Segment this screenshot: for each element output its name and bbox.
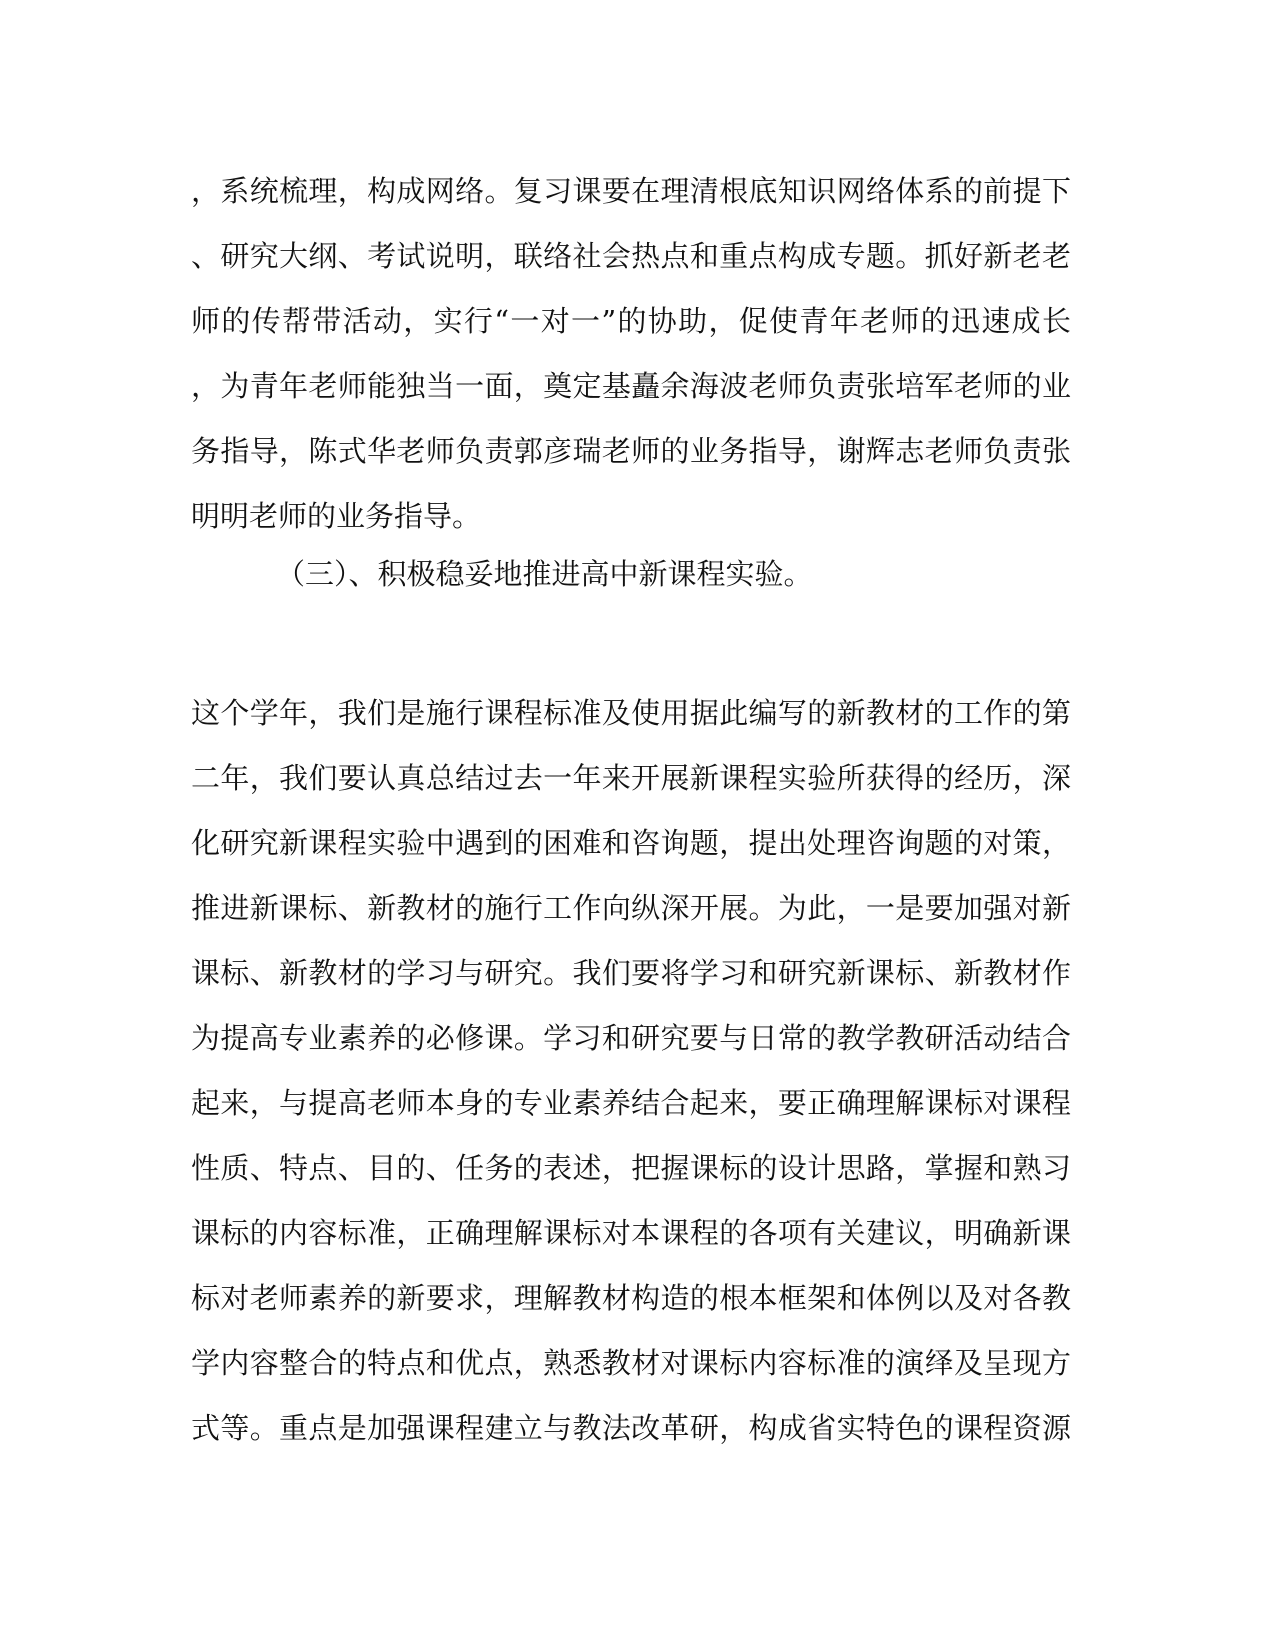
paragraph-2-line: 性质、特点、目的、任务的表述，把握课标的设计思路，掌握和熟习 — [191, 1151, 1071, 1185]
section-heading: （三）、积极稳妥地推进高中新课程实验。 — [276, 557, 813, 591]
paragraph-2-line: 化研究新课程实验中遇到的困难和咨询题，提出处理咨询题的对策， — [191, 826, 1071, 860]
paragraph-1-line: 明明老师的业务指导。 — [191, 499, 482, 533]
paragraph-1-line: ，为青年老师能独当一面，奠定基矗余海波老师负责张培军老师的业 — [191, 369, 1071, 403]
paragraph-2-line: 课标、新教材的学习与研究。我们要将学习和研究新课标、新教材作 — [191, 956, 1071, 990]
paragraph-2-line: 为提高专业素养的必修课。学习和研究要与日常的教学教研活动结合 — [191, 1021, 1071, 1055]
paragraph-2-line: 起来，与提高老师本身的专业素养结合起来，要正确理解课标对课程 — [191, 1086, 1071, 1120]
paragraph-1-line: 师的传帮带活动，实行“一对一”的协助，促使青年老师的迅速成长 — [191, 304, 1071, 338]
paragraph-2 — [191, 681, 1071, 1461]
paragraph-2-line: 课标的内容标准，正确理解课标对本课程的各项有关建议，明确新课 — [191, 1216, 1071, 1250]
paragraph-2-line: 学内容整合的特点和优点，熟悉教材对课标内容标准的演绎及呈现方 — [191, 1346, 1071, 1380]
paragraph-2-line: 标对老师素养的新要求，理解教材构造的根本框架和体例以及对各教 — [191, 1281, 1071, 1315]
paragraph-1-line: ，系统梳理，构成网络。复习课要在理清根底知识网络体系的前提下 — [191, 174, 1071, 208]
paragraph-2-line: 这个学年，我们是施行课程标准及使用据此编写的新教材的工作的第 — [191, 696, 1071, 730]
paragraph-2-line: 推进新课标、新教材的施行工作向纵深开展。为此，一是要加强对新 — [191, 891, 1071, 925]
paragraph-1-line: 务指导，陈式华老师负责郭彦瑞老师的业务指导，谢辉志老师负责张 — [191, 434, 1071, 468]
paragraph-2-line: 式等。重点是加强课程建立与教法改革研，构成省实特色的课程资源 — [191, 1411, 1071, 1445]
paragraph-1 — [191, 159, 1071, 549]
paragraph-2-line: 二年，我们要认真总结过去一年来开展新课程实验所获得的经历，深 — [191, 761, 1071, 795]
paragraph-1-line: 、研究大纲、考试说明，联络社会热点和重点构成专题。抓好新老老 — [191, 239, 1071, 273]
